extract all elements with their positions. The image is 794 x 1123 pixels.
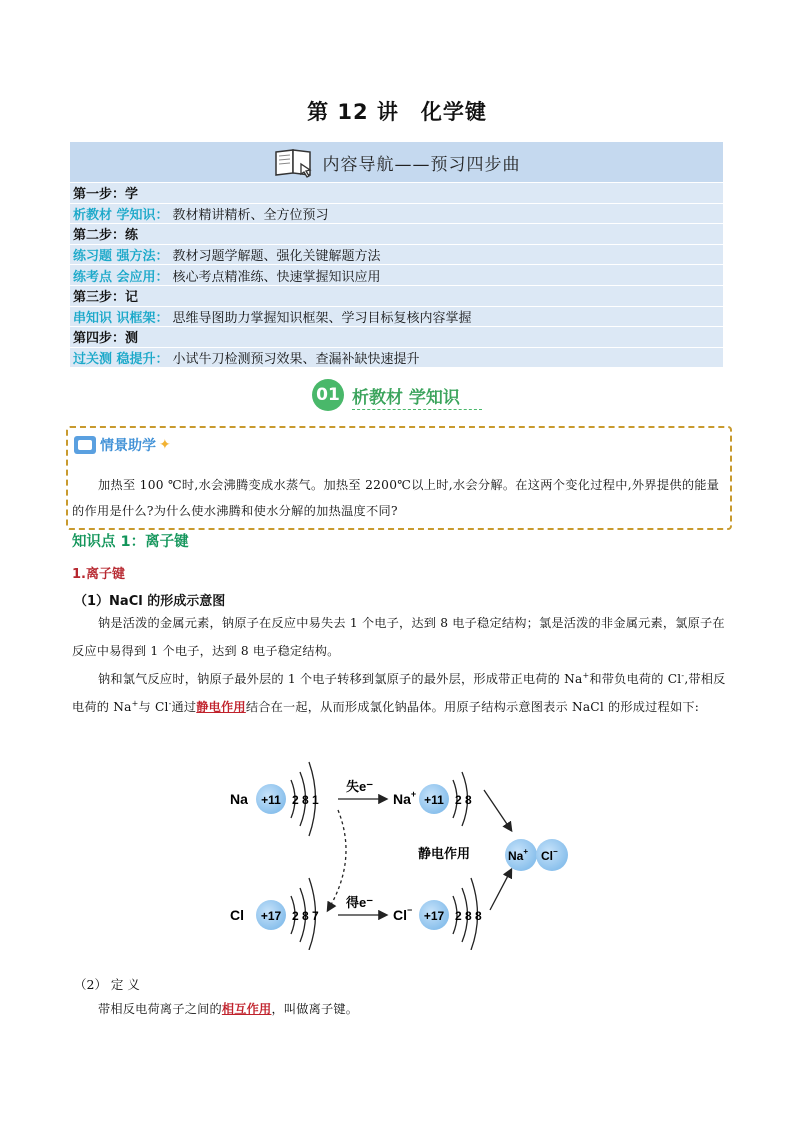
cl-ion-shell-electrons: 2 8 8	[455, 909, 482, 923]
gain-electron-label: 得e⁻	[346, 895, 374, 910]
section-heading	[312, 380, 460, 410]
na-ion-nucleus-charge: +11	[424, 793, 444, 807]
text-run: 通过	[171, 700, 197, 714]
text-run: 钠和氯气反应时，钠原子最外层的 1 个电子转移到氯原子的最外层，形成带正电荷的 Na	[98, 672, 583, 686]
nav-header	[70, 142, 723, 183]
highlight-interaction: 相互作用	[221, 1002, 272, 1016]
cl-symbol: Cl	[230, 907, 244, 923]
na-shell-electrons: 2 8 1	[292, 793, 319, 807]
highlight-static-electricity: 静电作用	[196, 700, 246, 714]
na-ion-symbol: Na+	[393, 789, 417, 807]
minus-superscript: -	[168, 698, 172, 708]
nav-item	[70, 348, 723, 369]
scenario-text: 加热至 100 ℃时,水会沸腾变成水蒸气。加热至 2200℃以上时,水会分解。在这两个变化过程中,外界提供的能量的作用是什么?为什么使水沸腾和使水分解的加热温度不同?	[72, 478, 720, 518]
product-cl-label: Cl−	[541, 847, 558, 863]
paragraph-na-cl-properties: 钠是活泼的金属元素，钠原子在反应中易失去 1 个电子，达到 8 电子稳定结构；氯是活泼的非金属元素，氯原子在反应中易得到 1 个电子，达到 8 电子稳定结构。	[72, 616, 725, 658]
nav-item	[70, 265, 723, 286]
nav-step-4	[70, 327, 723, 348]
nav-step-label: 第三步：记	[73, 290, 139, 306]
nav-item-key: 过关测 稳提升：	[73, 352, 169, 368]
nav-item-key: 练考点 会应用：	[73, 269, 169, 285]
minus-superscript: -	[681, 670, 685, 680]
definition-title: （2） 定 义	[74, 977, 140, 992]
subsection-title: 1.离子键	[72, 567, 125, 582]
nav-step-3	[70, 286, 723, 307]
na-ion-shell-electrons: 2 8	[455, 793, 472, 807]
text-run: 带相反电荷离子之间的	[98, 1002, 222, 1016]
cl-ion-to-product-arrow	[490, 870, 511, 910]
cl-ion-symbol: Cl−	[393, 905, 413, 923]
plus-superscript: +	[131, 698, 139, 708]
text-run: 结合在一起，从而形成氯化钠晶体。用原子结构示意图表示 NaCl 的形成过程如下:	[245, 700, 700, 714]
na-symbol: Na	[230, 791, 248, 807]
nav-item-text: 教材精讲精析、全方位预习	[172, 207, 329, 223]
nav-item-key: 析教材 学知识：	[73, 207, 169, 223]
cl-shell-electrons: 2 8 7	[292, 909, 319, 923]
scenario-icon	[74, 436, 96, 454]
nav-item-key: 串知识 识框架：	[73, 310, 169, 326]
definition-text	[72, 995, 726, 1023]
plus-superscript: +	[582, 670, 590, 680]
static-electricity-label: 静电作用	[418, 846, 471, 861]
lose-electron-label: 失e⁻	[346, 779, 374, 794]
nav-item-text: 思维导图助力掌握知识框架、学习目标复核内容掌握	[172, 310, 472, 326]
scenario-label-text: 情景助学	[100, 438, 156, 454]
product-na-label: Na+	[508, 847, 529, 863]
nacl-formation-diagram	[218, 750, 578, 950]
section-underline	[352, 409, 482, 410]
nav-step-2	[70, 224, 723, 245]
electron-transfer-arrow	[328, 810, 346, 910]
cl-ion-nucleus-charge: +17	[423, 909, 445, 923]
sparkle-icon: ✦	[159, 437, 171, 453]
text-run: ,带相反电荷的 Na	[72, 672, 726, 714]
nav-step-label: 第二步：练	[73, 228, 139, 244]
nav-item-text: 核心考点精准练、快速掌握知识应用	[172, 269, 381, 285]
nav-header-text: 内容导航——预习四步曲	[322, 154, 521, 175]
na-ion-to-product-arrow	[484, 790, 511, 830]
content-navigation-table	[70, 142, 723, 368]
section-number-badge: 01	[312, 379, 344, 411]
text-run: 和带负电荷的 Cl	[589, 672, 682, 686]
cl-nucleus-charge: +17	[260, 909, 282, 923]
nav-step-1	[70, 183, 723, 204]
na-nucleus-charge: +11	[261, 793, 281, 807]
subsection-item-title: （1）NaCl 的形成示意图	[74, 594, 226, 609]
nav-item	[70, 245, 723, 266]
scenario-label	[74, 432, 171, 458]
text-run: 与 Cl	[138, 700, 169, 714]
nav-item-text: 教材习题学解题、强化关键解题方法	[172, 249, 381, 265]
section-label: 析教材 学知识	[352, 387, 460, 408]
paragraph-reaction	[72, 665, 726, 721]
nav-item	[70, 204, 723, 225]
knowledge-point-title: 知识点 1：离子键	[72, 534, 189, 550]
nav-step-label: 第四步：测	[73, 331, 139, 347]
nav-item	[70, 307, 723, 328]
nav-step-label: 第一步：学	[73, 187, 139, 203]
text-run: ，叫做离子键。	[271, 1002, 359, 1016]
nav-item-key: 练习题 强方法：	[73, 249, 169, 265]
book-pointer-icon	[273, 146, 317, 178]
nav-item-text: 小试牛刀检测预习效果、查漏补缺快速提升	[172, 352, 420, 368]
page-title: 第 12 讲 化学键	[307, 100, 487, 124]
